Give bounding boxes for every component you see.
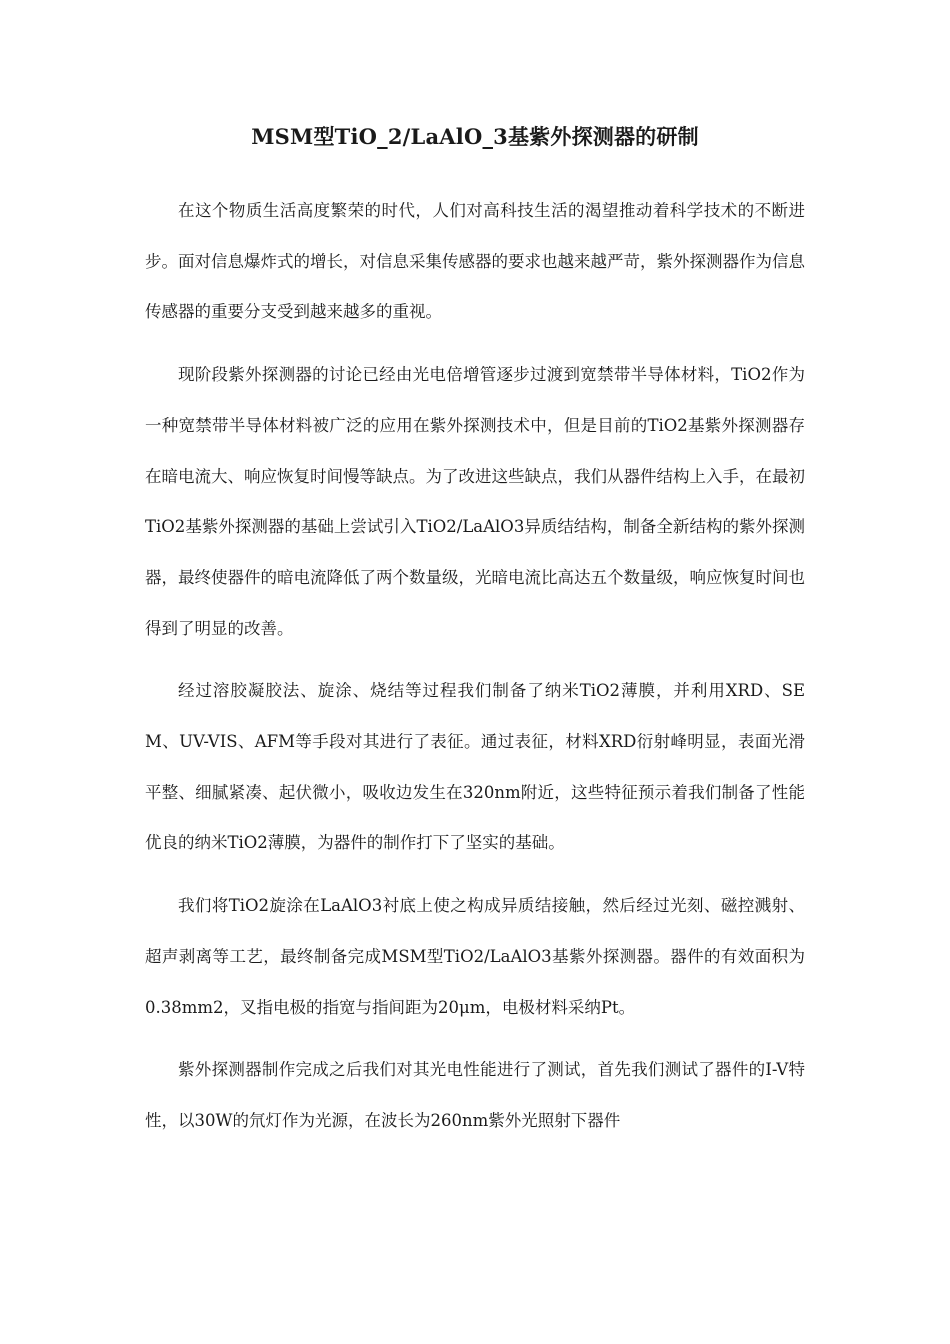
document-title: MSM型TiO_2/LaAlO_3基紫外探测器的研制	[251, 124, 699, 149]
paragraph: 紫外探测器制作完成之后我们对其光电性能进行了测试，首先我们测试了器件的I-V特性，以30W的氘灯作为光源，在波长为260nm紫外光照射下器件	[145, 1060, 805, 1130]
paragraph: 在这个物质生活高度繁荣的时代，人们对高科技生活的渴望推动着科学技术的不断进步。面对信息爆炸式的增长，对信息采集传感器的要求也越来越严苛，紫外探测器作为信息传感器的重要分支受到越来越多的重视。	[145, 201, 805, 322]
document-body	[145, 186, 805, 1159]
paragraph: 我们将TiO2旋涂在LaAlO3衬底上使之构成异质结接触，然后经过光刻、磁控溅射、超声剥离等工艺，最终制备完成MSM型TiO2/LaAlO3基紫外探测器。器件的有效面积为0.38mm2，叉指电极的指宽与指间距为20μm，电极材料采纳Pt。	[145, 896, 805, 1017]
paragraph: 现阶段紫外探测器的讨论已经由光电倍增管逐步过渡到宽禁带半导体材料，TiO2作为一种宽禁带半导体材料被广泛的应用在紫外探测技术中，但是目前的TiO2基紫外探测器存在暗电流大、响应恢复时间慢等缺点。为了改进这些缺点，我们从器件结构上入手，在最初TiO2基紫外探测器的基础上尝试引入TiO2/LaAlO3异质结结构，制备全新结构的紫外探测器，最终使器件的暗电流降低了两个数量级，光暗电流比高达五个数量级，响应恢复时间也得到了明显的改善。	[145, 365, 805, 638]
paragraph: 经过溶胶凝胶法、旋涂、烧结等过程我们制备了纳米TiO2薄膜，并利用XRD、SEM、UV-VIS、AFM等手段对其进行了表征。通过表征，材料XRD衍射峰明显，表面光滑平整、细腻紧凑、起伏微小，吸收边发生在320nm附近，这些特征预示着我们制备了性能优良的纳米TiO2薄膜，为器件的制作打下了坚实的基础。	[145, 681, 805, 853]
